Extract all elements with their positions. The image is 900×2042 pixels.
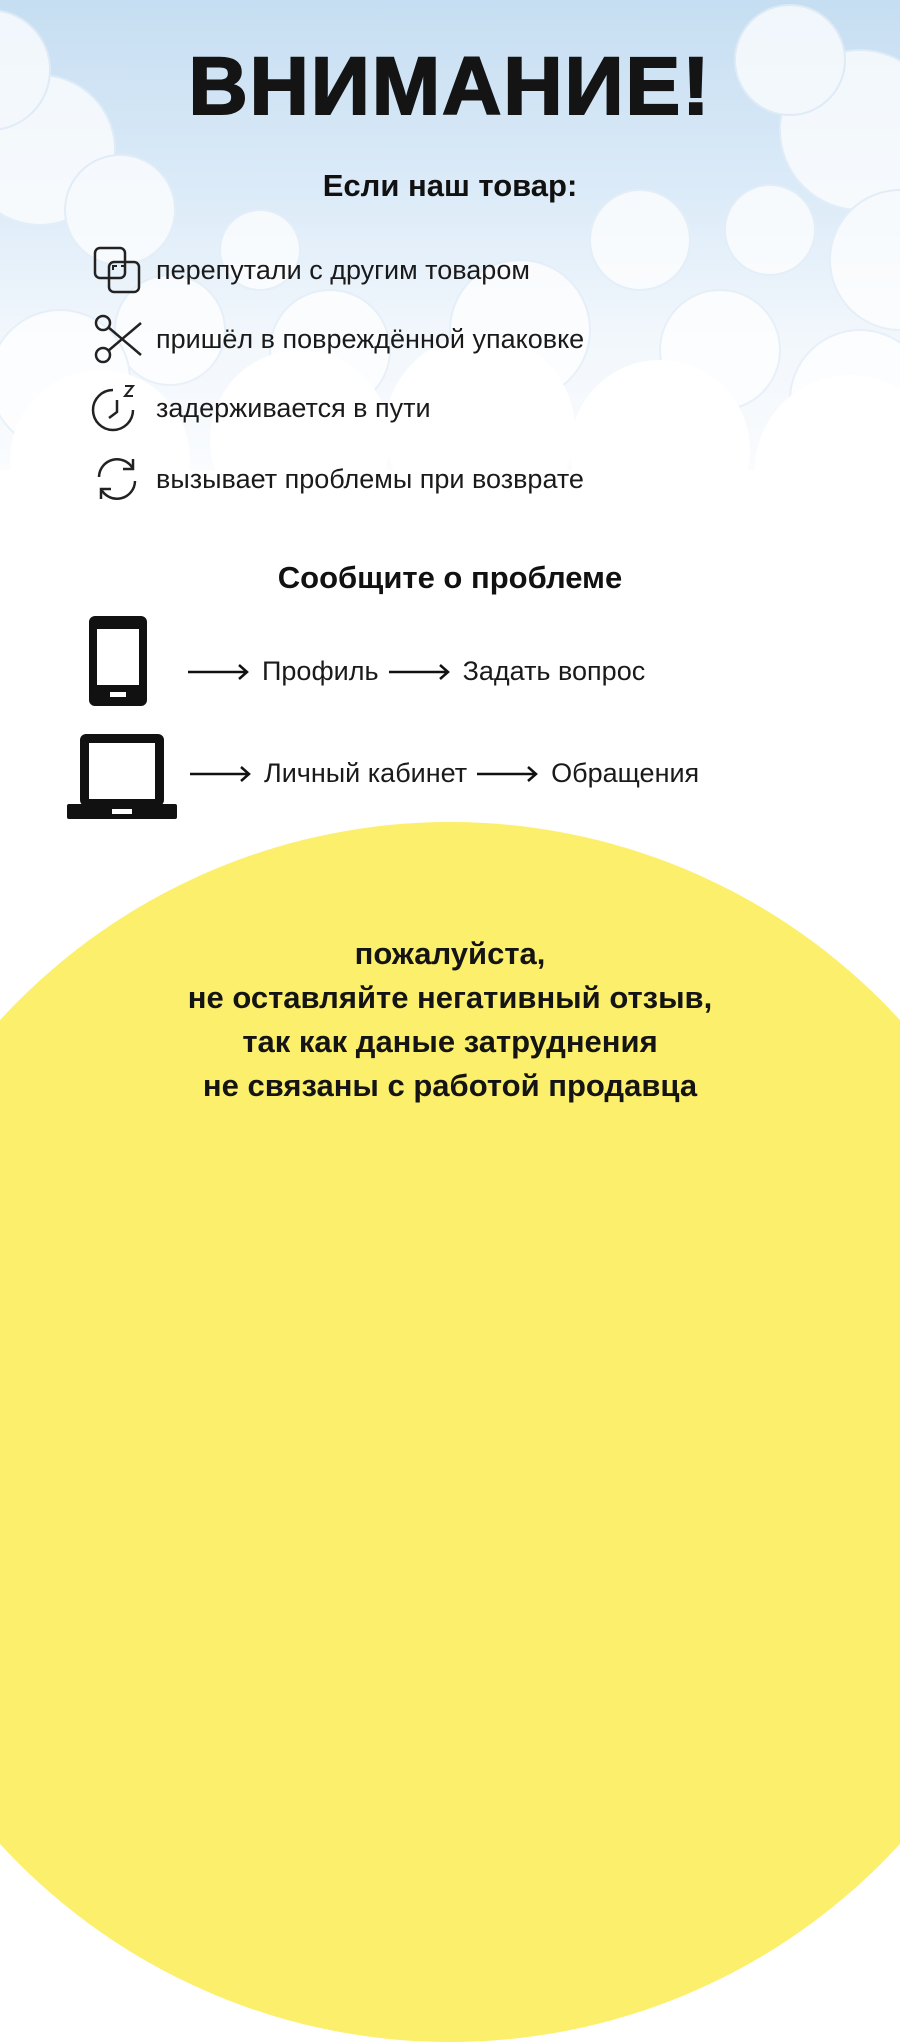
issue-item-return-problem xyxy=(88,449,584,509)
desktop-route xyxy=(0,728,900,828)
mobile-path xyxy=(188,656,645,687)
mobile-step-ask-question: Задать вопрос xyxy=(462,656,646,686)
page-subtitle: Если наш товар: xyxy=(322,168,578,203)
sleeping-clock-icon xyxy=(88,379,146,437)
arrow-right-icon xyxy=(477,766,539,782)
arrow-right-icon xyxy=(190,766,252,782)
issue-label: пришёл в повреждённой упаковке xyxy=(156,323,585,354)
refresh-arrows-icon xyxy=(88,450,146,508)
desktop-path xyxy=(190,758,699,789)
report-title: Сообщите о проблеме xyxy=(277,560,623,595)
desktop-step-account: Личный кабинет xyxy=(264,758,468,788)
mobile-step-profile: Профиль xyxy=(262,656,379,686)
desktop-step-requests: Обращения xyxy=(551,758,700,788)
mobile-route xyxy=(0,612,900,712)
laptop-icon xyxy=(66,730,178,827)
closing-note xyxy=(0,932,900,1108)
issue-item-delayed xyxy=(88,378,431,438)
issue-label: вызывает проблемы при возврате xyxy=(156,463,584,494)
issue-label: перепутали с другим товаром xyxy=(156,254,530,285)
mixed-up-squares-icon xyxy=(88,241,146,299)
issue-item-damaged-package xyxy=(88,309,584,369)
arrow-right-icon xyxy=(188,664,250,680)
note-line-4: не связаны с работой продавца xyxy=(202,1068,698,1103)
note-line-3: так как даные затруднения xyxy=(242,1024,658,1059)
note-line-2: не оставляйте негативный отзыв, xyxy=(187,980,713,1015)
smartphone-icon xyxy=(88,615,148,712)
note-line-1: пожалуйста, xyxy=(354,936,546,971)
arrow-right-icon xyxy=(389,664,451,680)
issue-label: задерживается в пути xyxy=(156,392,431,423)
page-title: ВНИМАНИЕ! xyxy=(188,41,712,132)
issue-item-mixed-up xyxy=(88,240,530,300)
scissors-icon xyxy=(88,310,146,368)
